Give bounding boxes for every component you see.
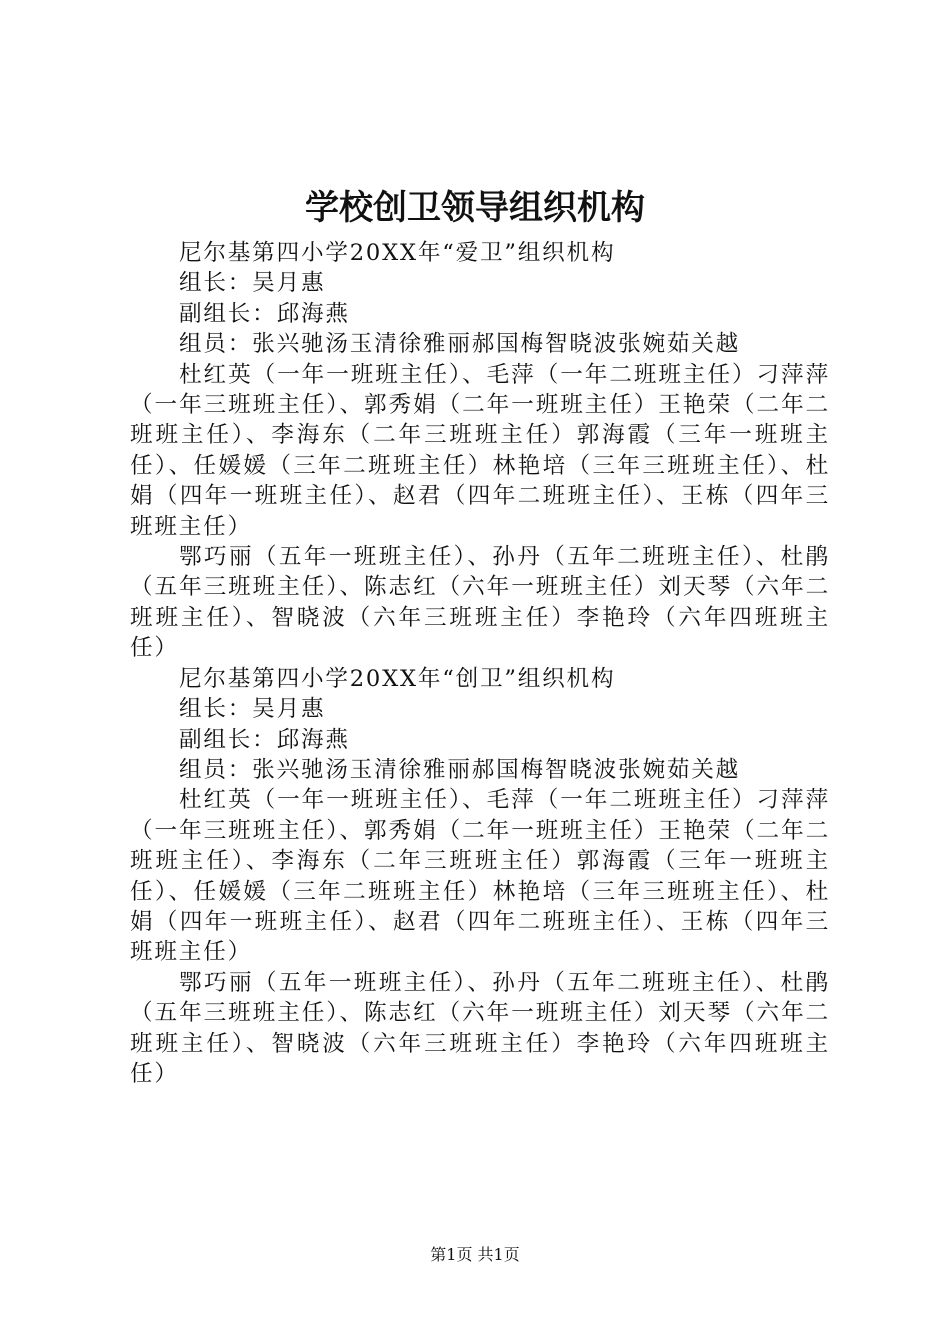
class-teachers-grades-1-4: 杜红英（一年一班班主任）、毛萍（一年二班班主任）刁萍萍（一年三班班主任）、郭秀娟（二年一班班主任）王艳荣（二年二班班主任）、李海东（二年三班班主任）郭海霞（三年一班班主任）、任媛媛（三年二班班主任）林艳培（三年三班班主任）、杜娟（四年一班班主任）、赵君（四年二班班主任）、王栋（四年三班班主任） <box>130 787 830 966</box>
page-footer: 第1页 共1页 <box>430 1245 520 1264</box>
deputy-group-leader: 副组长：邱海燕 <box>179 726 350 753</box>
group-members: 组员：张兴驰汤玉清徐雅丽郝国梅智晓波张婉茹关越 <box>179 331 741 358</box>
class-teachers-grades-5-6: 鄂巧丽（五年一班班主任）、孙丹（五年二班班主任）、杜鹃（五年三班班主任）、陈志红（六年一班班主任）刘天琴（六年二班班主任）、智晓波（六年三班班主任）李艳玲（六年四班班主任） <box>130 969 830 1087</box>
section-heading-chuangwei: 尼尔基第四小学20XX年“创卫”组织机构 <box>179 665 616 692</box>
section-heading-aiwei: 尼尔基第四小学20XX年“爱卫”组织机构 <box>179 240 616 266</box>
document-body <box>130 238 830 1089</box>
group-leader: 组长：吴月惠 <box>179 270 326 297</box>
class-teachers-grades-1-4: 杜红英（一年一班班主任）、毛萍（一年二班班主任）刁萍萍（一年三班班主任）、郭秀娟（二年一班班主任）王艳荣（二年二班班主任）、李海东（二年三班班主任）郭海霞（三年一班班主任）、任媛媛（三年二班班主任）林艳培（三年三班班主任）、杜娟（四年一班班主任）、赵君（四年二班班主任）、王栋（四年三班班主任） <box>130 361 830 540</box>
group-leader: 组长：吴月惠 <box>179 696 326 723</box>
document-title: 学校创卫领导组织机构 <box>305 188 645 228</box>
group-members: 组员：张兴驰汤玉清徐雅丽郝国梅智晓波张婉茹关越 <box>179 756 741 783</box>
class-teachers-grades-5-6: 鄂巧丽（五年一班班主任）、孙丹（五年二班班主任）、杜鹃（五年三班班主任）、陈志红（六年一班班主任）刘天琴（六年二班班主任）、智晓波（六年三班班主任）李艳玲（六年四班班主任） <box>130 544 830 662</box>
deputy-group-leader: 副组长：邱海燕 <box>179 300 350 327</box>
